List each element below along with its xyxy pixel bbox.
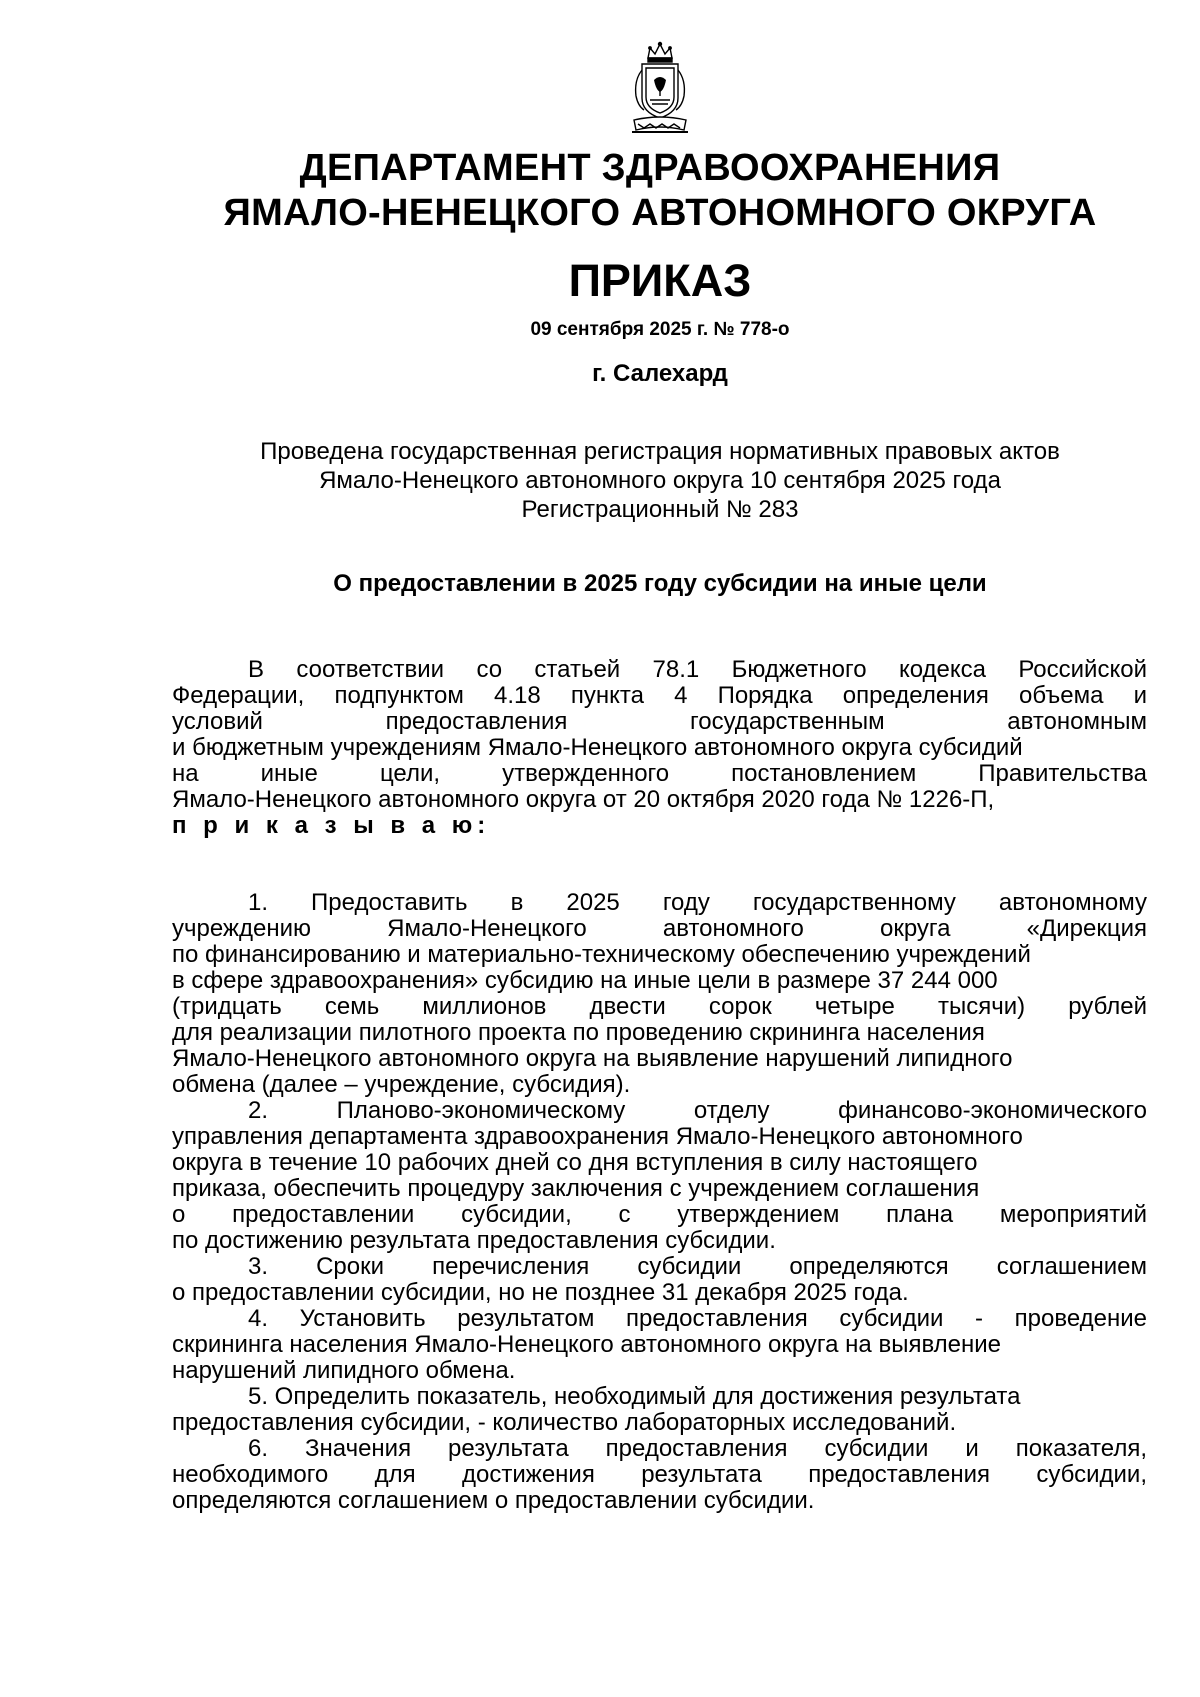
item-2-line: о предоставлении субсидии, с утверждением плана мероприятий: [172, 1201, 1147, 1228]
item-1-line: для реализации пилотного проекта по проведению скрининга населения: [172, 1019, 985, 1046]
item-1-line: по финансированию и материально-техническому обеспечению учреждений: [172, 941, 1031, 968]
document-type-title: ПРИКАЗ: [568, 255, 752, 306]
preamble-line: Ямало-Ненецкого автономного округа от 20 октября 2020 года № 1226-П,: [172, 786, 995, 813]
registration-line: Ямало-Ненецкого автономного округа 10 сентября 2025 года: [319, 467, 1001, 494]
preamble-line: Федерации, подпунктом 4.18 пункта 4 Порядка определения объема и: [172, 682, 1147, 709]
order-verb: п р и к а з ы в а ю:: [172, 812, 491, 839]
item-1-line: в сфере здравоохранения» субсидию на иные цели в размере 37 244 000: [172, 967, 998, 994]
item-4-line: скрининга населения Ямало-Ненецкого автономного округа на выявление: [172, 1331, 1001, 1358]
item-3-line: 3. Сроки перечисления субсидии определяются соглашением: [248, 1253, 1147, 1280]
order-items: [172, 890, 1147, 1514]
item-6-line: определяются соглашением о предоставлении субсидии.: [172, 1487, 815, 1514]
item-2-line: округа в течение 10 рабочих дней со дня вступления в силу настоящего: [172, 1149, 978, 1176]
preamble-line: В соответствии со статьей 78.1 Бюджетного кодекса Российской: [248, 656, 1147, 683]
item-4-line: 4. Установить результатом предоставления субсидии - проведение: [248, 1305, 1147, 1332]
item-6-line: необходимого для достижения результата предоставления субсидии,: [172, 1461, 1147, 1488]
preamble-line: на иные цели, утвержденного постановлением Правительства: [172, 760, 1147, 787]
item-2-line: управления департамента здравоохранения Ямало-Ненецкого автономного: [172, 1123, 1023, 1150]
item-1-line: (тридцать семь миллионов двести сорок четыре тысячи) рублей: [172, 993, 1147, 1020]
item-3-line: о предоставлении субсидии, но не позднее 31 декабря 2025 года.: [172, 1279, 909, 1306]
order-subject-title: О предоставлении в 2025 году субсидии на иные цели: [333, 570, 987, 597]
item-2-line: по достижению результата предоставления субсидии.: [172, 1227, 776, 1254]
item-2-line: 2. Планово-экономическому отделу финансово-экономического: [248, 1097, 1147, 1124]
item-1-line: 1. Предоставить в 2025 году государственному автономному: [248, 889, 1147, 916]
city: г. Салехард: [592, 360, 728, 387]
item-6-line: 6. Значения результата предоставления субсидии и показателя,: [248, 1435, 1147, 1462]
item-5-line: 5. Определить показатель, необходимый для достижения результата: [248, 1383, 1021, 1410]
department-title-line-1: ДЕПАРТАМЕНТ ЗДРАВООХРАНЕНИЯ: [299, 147, 1001, 189]
order-date-number: 09 сентября 2025 г. № 778-о: [530, 319, 790, 340]
preamble-line: условий предоставления государственным автономным: [172, 708, 1147, 735]
item-2-line: приказа, обеспечить процедуру заключения с учреждением соглашения: [172, 1175, 980, 1202]
item-1-line: Ямало-Ненецкого автономного округа на выявление нарушений липидного: [172, 1045, 1013, 1072]
item-4-line: нарушений липидного обмена.: [172, 1357, 516, 1384]
item-1-line: обмена (далее – учреждение, субсидия).: [172, 1071, 631, 1098]
preamble-line: и бюджетным учреждениям Ямало-Ненецкого автономного округа субсидий: [172, 734, 1023, 761]
item-1-line: учреждению Ямало-Ненецкого автономного округа «Дирекция: [172, 915, 1147, 942]
registration-note: [0, 437, 1200, 524]
registration-line: Проведена государственная регистрация нормативных правовых актов: [260, 438, 1060, 465]
preamble-paragraph: [172, 657, 1147, 839]
coat-of-arms-icon: [620, 40, 700, 140]
department-title-line-2: ЯМАЛО-НЕНЕЦКОГО АВТОНОМНОГО ОКРУГА: [223, 192, 1097, 234]
registration-line: Регистрационный № 283: [521, 496, 799, 523]
item-5-line: предоставления субсидии, - количество лабораторных исследований.: [172, 1409, 957, 1436]
